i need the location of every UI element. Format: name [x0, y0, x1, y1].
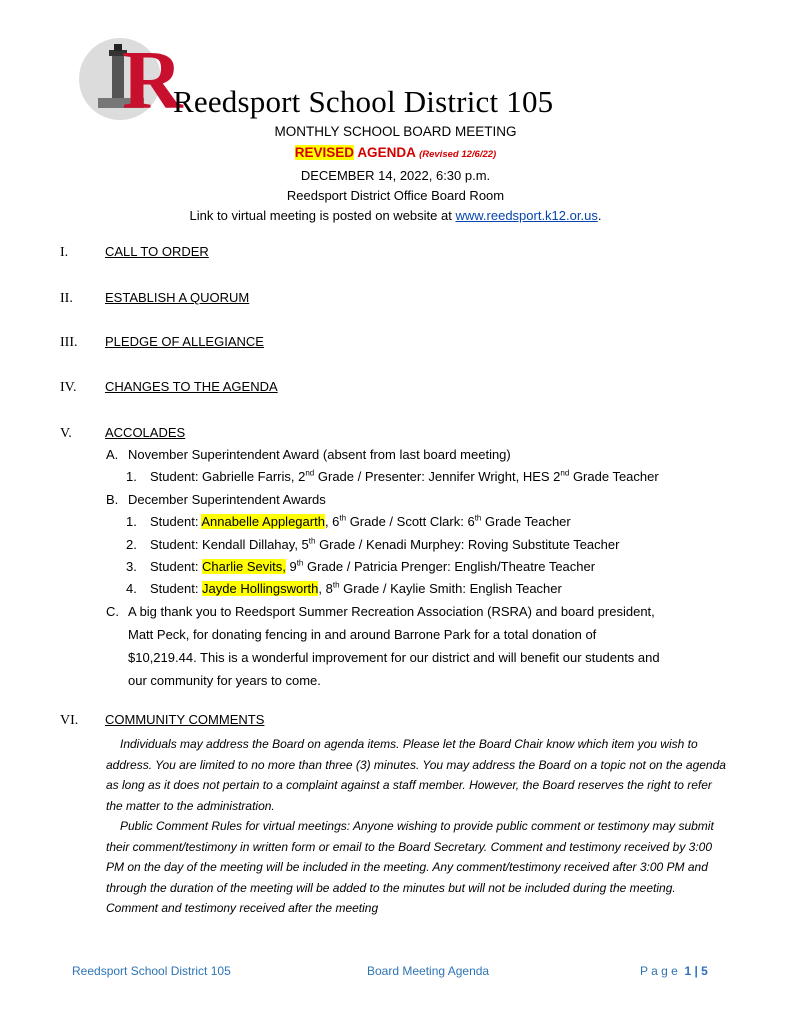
community-comments-text [106, 734, 726, 919]
section-pledge: III. PLEDGE OF ALLEGIANCE [60, 334, 264, 350]
accolade-b-item-3: 3. Student: Charlie Sevits, 9th Grade / Patricia Prenger: English/Theatre Teacher [126, 558, 596, 574]
accolade-c-line-4: our community for years to come. [128, 673, 321, 688]
accolade-a: A. November Superintendent Award (absent from last board meeting) [106, 447, 511, 462]
revised-note: (Revised 12/6/22) [419, 149, 497, 160]
meeting-location: Reedsport District Office Board Room [286, 188, 505, 203]
accolade-b-item-1: 1. Student: Annabelle Applegarth, 6th Grade / Scott Clark: 6th Grade Teacher [126, 513, 571, 529]
meeting-type: MONTHLY SCHOOL BOARD MEETING [274, 124, 517, 139]
comments-paragraph-2: Public Comment Rules for virtual meetings: Anyone wishing to provide public comment or testimony may submit their comment/testimony in written form or email to the Board Secretary. Comment and testimony received by 3:00 PM on the day of the meeting will be included in the meeting. Any comment/testimony received after 3:00 PM and through the duration of the meeting will be added to the minutes but will not be included during the meeting. Comment and testimony received after the meeting [106, 819, 714, 915]
accolade-c: C. A big thank you to Reedsport Summer Recreation Association (RSRA) and board president, [106, 604, 655, 619]
footer-title: Board Meeting Agenda [367, 964, 490, 978]
accolade-a-item-1: 1. Student: Gabrielle Farris, 2nd Grade / Presenter: Jennifer Wright, HES 2nd Grade Teacher [126, 468, 659, 484]
section-quorum: II. ESTABLISH A QUORUM [60, 290, 250, 306]
virtual-link-line: Link to virtual meeting is posted on website at www.reedsport.k12.or.us. [189, 208, 602, 223]
revised-label: REVISED [294, 145, 355, 160]
section-changes: IV. CHANGES TO THE AGENDA [60, 379, 278, 395]
section-community-comments: VI. COMMUNITY COMMENTS [60, 712, 265, 728]
accolade-c-line-3: $10,219.44. This is a wonderful improvement for our district and will benefit our students and [128, 650, 660, 665]
footer-page: P a g e 1 | 5 [640, 964, 708, 978]
agenda-label: AGENDA [357, 145, 416, 160]
website-link[interactable]: www.reedsport.k12.or.us [455, 208, 598, 223]
revised-agenda-heading [0, 145, 791, 160]
accolade-b-item-2: 2. Student: Kendall Dillahay, 5th Grade / Kenadi Murphey: Roving Substitute Teacher [126, 536, 620, 552]
section-accolades: V. ACCOLADES [60, 425, 186, 441]
comments-paragraph-1: Individuals may address the Board on agenda items. Please let the Board Chair know which item you wish to address. You are limited to no more than three (3) minutes. You may address the Board on a topic not on the agenda as long as it does not pertain to a complaint against a staff member. However, the Board reserves the right to refer the matter to the administration. [106, 737, 726, 813]
meeting-date: DECEMBER 14, 2022, 6:30 p.m. [300, 168, 491, 183]
footer-district: Reedsport School District 105 [72, 964, 231, 978]
accolade-b: B. December Superintendent Awards [106, 492, 326, 507]
accolade-c-line-2: Matt Peck, for donating fencing in and around Barrone Park for a total donation of [128, 627, 597, 642]
svg-text:R: R [122, 34, 183, 127]
accolade-b-item-4: 4. Student: Jayde Hollingsworth, 8th Grade / Kaylie Smith: English Teacher [126, 580, 562, 596]
section-call-to-order: I. CALL TO ORDER [60, 244, 209, 260]
district-logo [78, 34, 183, 127]
district-title: Reedsport School District 105 [173, 84, 554, 119]
